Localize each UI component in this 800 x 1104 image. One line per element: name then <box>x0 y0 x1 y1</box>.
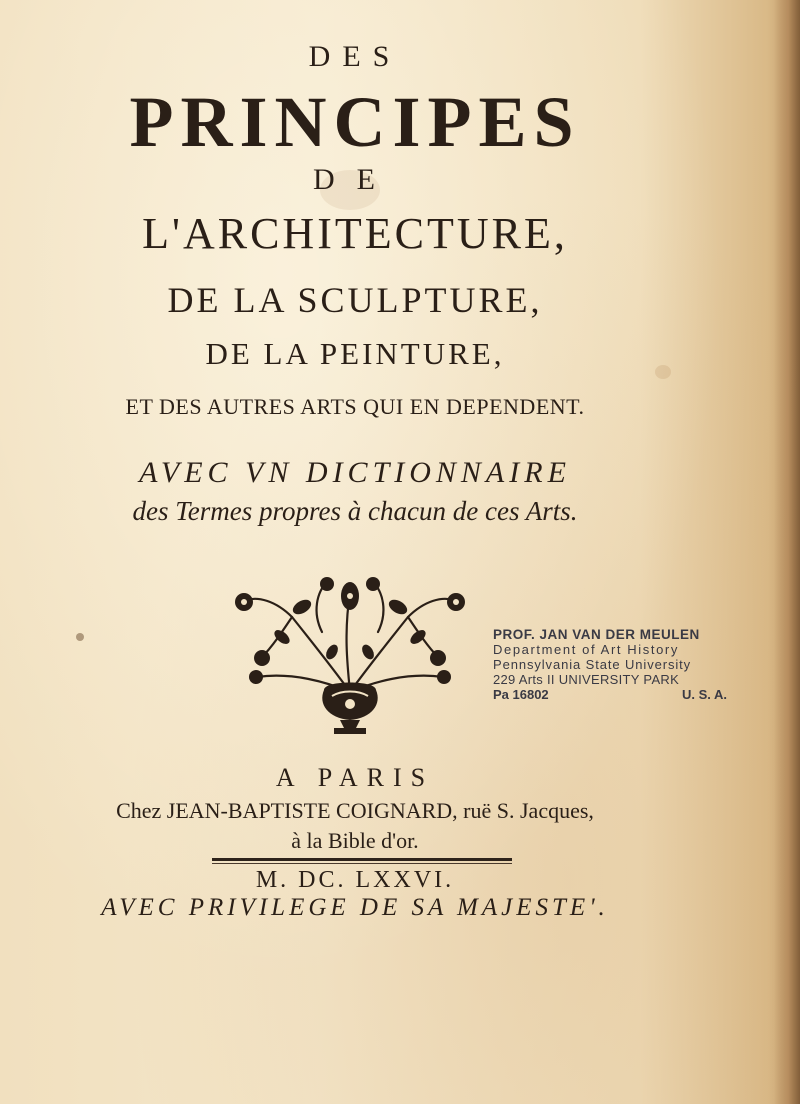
title-line-de: DE <box>313 163 397 196</box>
imprint-divider <box>212 858 512 861</box>
title-line-termes: des Termes propres à chacun de ces Arts. <box>132 496 578 526</box>
stamp-country: U. S. A. <box>681 687 727 702</box>
imprint-sign: à la Bible d'or. <box>291 828 419 853</box>
imprint-year: M. DC. LXXVI. <box>255 867 455 893</box>
stamp-address: 229 Arts II UNIVERSITY PARK <box>493 672 680 687</box>
library-stamp <box>493 627 733 702</box>
title-line-sculpture: DE LA SCULPTURE, <box>167 280 543 320</box>
title-line-peinture: DE LA PEINTURE, <box>205 336 505 371</box>
paper-stain <box>76 633 84 641</box>
title-line-principes: PRINCIPES <box>129 82 581 162</box>
title-line-dictionnaire: AVEC VN DICTIONNAIRE <box>139 456 571 489</box>
floral-vase-ornament-icon <box>232 572 468 738</box>
page-gutter-shadow <box>774 0 800 1104</box>
imprint-city: A PARIS <box>275 763 435 792</box>
stamp-name: PROF. JAN VAN DER MEULEN <box>493 627 700 642</box>
stamp-zip: Pa 16802 <box>493 687 549 702</box>
title-line-architecture: L'ARCHITECTURE, <box>142 209 568 258</box>
imprint-privilege: AVEC PRIVILEGE DE SA MAJESTE'. <box>101 894 609 921</box>
imprint-publisher: Chez JEAN-BAPTISTE COIGNARD, ruë S. Jacques, <box>116 798 594 823</box>
title-line-autres-arts: ET DES AUTRES ARTS QUI EN DEPENDENT. <box>125 394 585 419</box>
stamp-department: Department of Art History <box>493 642 679 657</box>
stamp-university: Pennsylvania State University <box>493 657 692 672</box>
title-line-des: DES <box>308 40 402 73</box>
stamp-postal-line <box>493 687 733 702</box>
